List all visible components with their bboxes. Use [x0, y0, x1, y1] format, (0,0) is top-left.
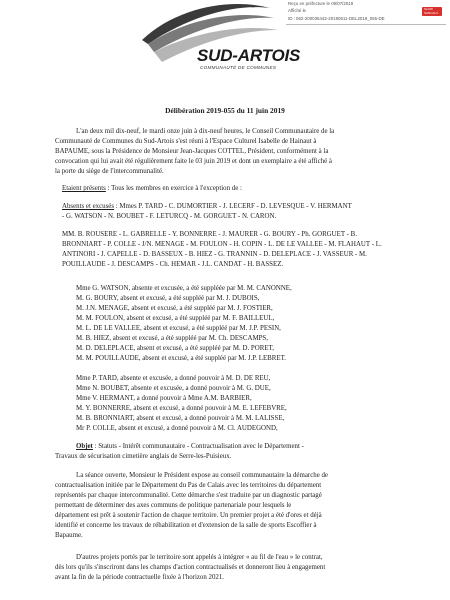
object-text: : Statuts - Intérêt communautaire - Contractualisation avec le Département - [92, 443, 304, 450]
body-line: dès lors qu'ils s'inscriront dans les champs d'action contractualisés et donneront lieu à engagement [55, 564, 326, 571]
absent-line: MM. B. ROUSERE - L. GABRELLE - Y. BONNERRE - J. MAURER - G. BOURY - Ph. GORGUET - B. [62, 231, 357, 238]
stamp-badge-line1: SLOW [424, 7, 433, 11]
substitute-line: Mme G. WATSON, absente et excusée, a été suppléée par M. M. CANONNE, [76, 285, 292, 292]
body-line: représentés par chaque intercommunalité. Cette démarche s'est traduite par un diagnostic partagé [55, 492, 322, 499]
intro-line: convocation qui lui avait été régulièrement faite le 03 juin 2019 et dont un exemplaire a été affiché à [55, 158, 332, 165]
proxy-line: Mr P. COLLE, absent et excusé, a donné pouvoir à M. Cl. AUDEGOND, [76, 425, 278, 432]
logo-subtitle: COMMUNAUTÉ DE COMMUNES [200, 65, 277, 70]
proxy-line: Mme N. BOUBET, absente et excusée, a donné pouvoir à M. G. DUE, [76, 385, 271, 392]
present-line [62, 184, 242, 194]
object-line [76, 442, 304, 452]
stamp-id: ID : 062-200035442-20190611-DEL2019_055-DE [288, 16, 385, 21]
intro-line: L'an deux mil dix-neuf, le mardi onze juin à dix-neuf heures, le Conseil Communautaire de la [76, 128, 335, 135]
body-line: contractualisation initiée par le Département du Pas de Calais avec les territoires du département [55, 482, 322, 489]
absent-line: POUILLAUDE - J. DESCAMPS - Ch. HEMAR - J.L. CANDAT - H. BASSEZ. [62, 261, 284, 268]
substitute-line: M. M. POUILLAUDE, absent et excusé, a été suppléé par M. J.P. LEBRET. [76, 355, 286, 362]
excused-line: - G. WATSON - N. BOUBET - F. LETURCQ - M. GORGUET - N. CARON. [62, 213, 277, 220]
excused-line [62, 202, 352, 212]
object-label: Objet [76, 443, 93, 450]
body-line: La séance ouverte, Monsieur le Président expose au conseil communautaire la démarche de [76, 472, 328, 479]
present-label: Etaient présents [62, 185, 106, 192]
body-line: D'autres projets portés par le territoire sont appelés à intégrer « au fil de l'eau » le contrat, [76, 554, 323, 561]
body-line: département est prêt à soutenir l'action de chaque territoire. Un premier projet a été d'ores et déjà [55, 512, 322, 519]
intro-line: la porte du siège de l'intercommunalité. [55, 168, 164, 175]
proxy-line: M. B. BRONNIART, absent et excusé, a donné pouvoir à M. M. LALISSE, [76, 415, 285, 422]
absent-line: BRONNIART - P. COLLE - J/N. MENAGE - M. FOULON - H. COPIN - L. DE LE VALLEE - M. FLAHAUT - L. [62, 241, 382, 248]
body-line: permettant de déterminer des axes communs de politique partenariale pour lesquels le [55, 502, 292, 509]
substitute-line: M. L. DE LE VALLEE, absent et excusé, a été suppléé par M. J.P. PESIN, [76, 325, 281, 332]
substitute-line: M. M. FOULON, absent et excusé, a été suppléé par M. F. BAILLEUL, [76, 315, 275, 322]
substitute-line: M. J.N. MENAGE, absent et excusé, a été suppléé par M. J. FOSTIER, [76, 305, 273, 312]
document-title: Délibération 2019-055 du 11 juin 2019 [165, 106, 285, 115]
absent-line: ANTINORI - J. CAPELLE - D. BASSEUX - B. HIEZ - G. TRANNIN - D. DELEPLACE - J. VASSEUR - M. [62, 251, 367, 258]
proxy-line: M. Y. BONNERRE, absent et excusé, a donné pouvoir à M. E. LEFEBVRE, [76, 405, 287, 412]
present-text: : Tous les membres en exercice à l'exception de : [105, 185, 242, 192]
object-line: Travaux de sécurisation cimetière anglais de Serre-les-Puisieux. [55, 453, 232, 460]
proxy-line: Mme P. TARD, absente et excusée, a donné pouvoir à M. D. DE REU, [76, 375, 271, 382]
substitute-line: M. B. HIEZ, absent et excusé, a été suppléé par M. Ch. DESCAMPS, [76, 335, 268, 342]
body-line: avant la fin de la période contractuelle fixée à l'horizon 2021. [55, 574, 225, 581]
stamp-received: Reçu en préfecture le 09/07/2019 [288, 1, 354, 6]
body-line: identifié et concerne les travaux de réhabilitation et d'extension de la salle de sports Escoffier à [55, 522, 317, 529]
intro-line: BAPAUME, sous la Présidence de Monsieur Jean-Jacques COTTEL, Président, conformément à la [55, 148, 329, 155]
body-line: Bapaume. [55, 532, 83, 539]
intro-line: Communauté de Communes du Sud-Artois s'est réuni à l'Espace Culturel Isabelle de Hainaut à [55, 138, 317, 145]
substitute-line: M. G. BOURY, absent et excusé, a été suppléé par M. J. DUBOIS, [76, 295, 260, 302]
stamp-rule [286, 24, 446, 25]
excused-text: : Mmes P. TARD - C. DUMORTIER - J. LECERF - D. LEVESQUE - V. HERMANT [114, 203, 352, 210]
prefecture-stamp [286, 0, 450, 26]
stamp-badge-line2: SURCALC [424, 10, 439, 15]
logo-name: SUD-ARTOIS [197, 46, 301, 65]
stamp-badge-text [424, 8, 438, 15]
stamp-posted: Affiché le [288, 8, 306, 13]
proxy-line: Mme V. HERMANT, a donné pouvoir à Mme A.M. BARBIER, [76, 395, 252, 402]
substitute-line: M. D. DELEPLACE, absent et excusé, a été suppléé par M. D. PORET, [76, 345, 274, 352]
excused-label: Absents et excusés [62, 203, 115, 210]
stamp-badge [422, 7, 442, 16]
